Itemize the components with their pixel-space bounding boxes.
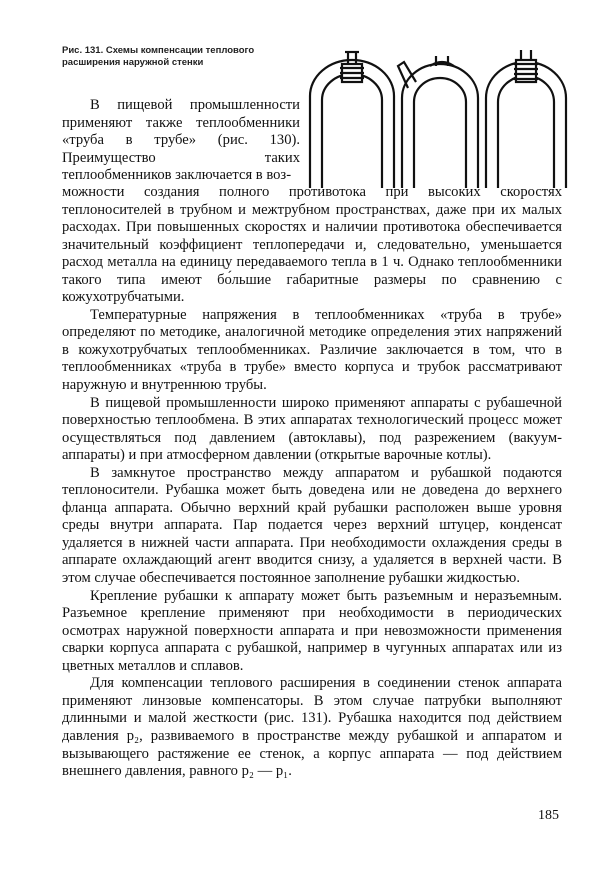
lead-paragraph [62,97,300,185]
vessel-2-drawing [398,56,478,188]
paragraph-2: Температурные напряжения в теплообменниках «труба в трубе» определяют по методике, аналогичной методике определения этих напряжений в кожухотрубчатых теплообменниках. Различие заключается в том, что в теплообменниках «труба в трубе» вместо корпуса и трубок рассматривают наружную и внутреннюю трубы. [62,306,562,394]
vessel-3-drawing [486,50,566,188]
paragraph-3: В пищевой промышленности широко применяют аппараты с рубашечной поверхностью теплообмена. В этих аппаратах технологический процесс может осуществляться под давлением (автоклавы), под разрежением (вакуум-аппараты) и при атмосферном давлении (открытые варочные котлы). [62,394,562,464]
paragraph-6: Для компенсации теплового расширения в соединении стенок аппарата применяют линзовые компенсаторы. В этом случае патрубки выполняют длинными и малой жесткости (рис. 131). Рубашка находится под действием давления p₂, развиваемого в пространстве между рубашкой и аппаратом и вызывающего растяжение ее стенок, а корпус аппарата — под действием внешнего давления, равного p₂ — p₁. [62,675,562,780]
main-text-column [62,184,562,781]
paragraph-5: Крепление рубашки к аппарату может быть разъемным и неразъемным. Разъемное крепление применяют при необходимости в периодических осмотрах наружной поверхности аппарата и при невозможности применения сварки корпуса аппарата с рубашкой, например в чугунных аппаратах или из цветных металлов и сплавов. [62,587,562,674]
paragraph-1-continuation: можности создания полного противотока при высоких скоростях теплоносителей в трубном и межтрубном пространствах, даже при их малых расходах. При повышенных скоростях и наличии противотока обеспечивается значительный коэффициент теплопередачи и, следовательно, уменьшается расход металла на единицу передаваемого тепла в 1 ч. Однако теплообменники такого типа имеют бо́льшие габаритные размеры по сравнению с кожухотрубчатыми. [62,184,562,306]
figure-caption: Рис. 131. Схемы компенсации теплового расширения наружной стенки [62,45,255,68]
vessel-1-drawing [310,52,394,188]
page-number: 185 [538,808,559,823]
paragraph-4: В замкнутое пространство между аппаратом и рубашкой подаются теплоносители. Рубашка может быть доведена или не доведена до верхнего фланца аппарата. Обычно верхний край рубашки расположен выше уровня среды внутри аппарата. Пар подается через верхний штуцер, конденсат удаляется в нижней части аппарата. При необходимости охлаждения среды в аппарате охлаждающий агент вводится снизу, а удаляется в верхней части. В этом случае обеспечивается постоянное заполнение рубашки жидкостью. [62,464,562,587]
paragraph-1-start: В пищевой промышленности применяют также теплообменники «труба в трубе» (рис. 130). Преимущество таких теплообменников заключается в воз- [62,97,300,184]
jacket-compensation-diagram [302,48,570,190]
